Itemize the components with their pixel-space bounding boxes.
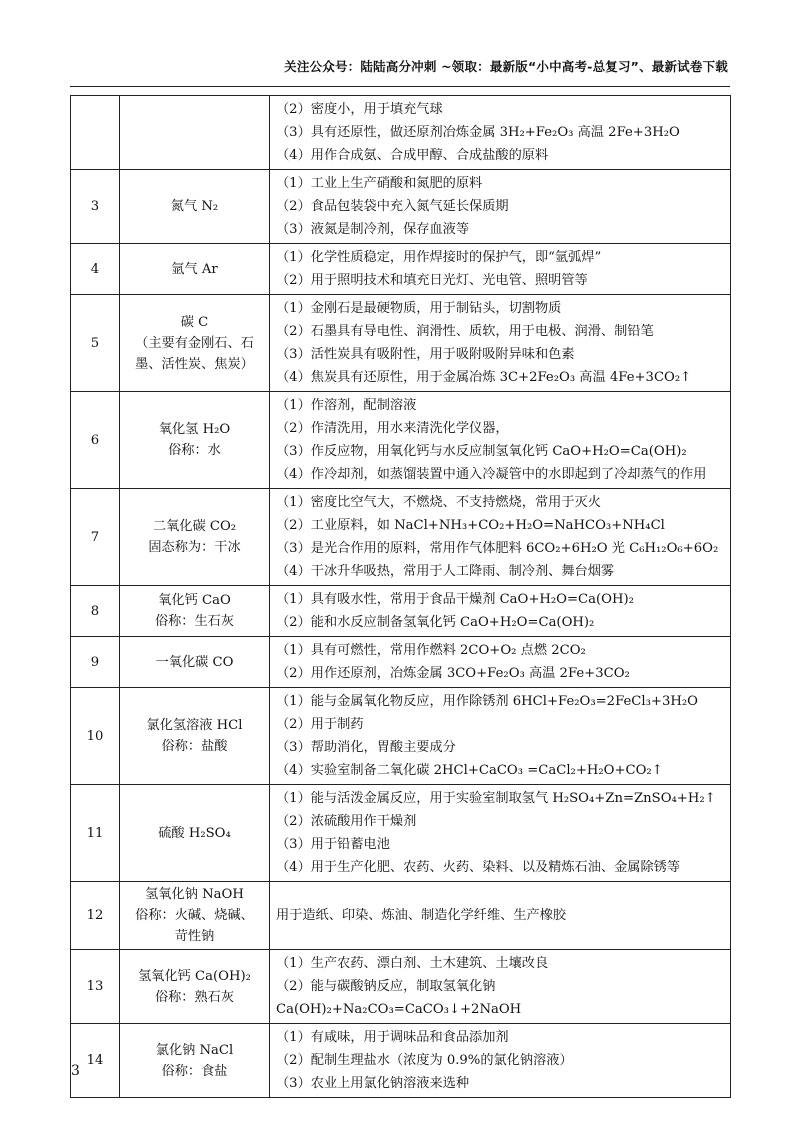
page-number: 3 <box>71 1063 80 1079</box>
usage-line: （2）能与碳酸钠反应，制取氢氧化钠 Ca(OH)₂+Na₂CO₃=CaCO₃↓+2NaOH <box>276 979 522 1017</box>
usage-cell <box>270 244 731 295</box>
row-number: 6 <box>71 392 120 489</box>
usage-line: （2）食品包装袋中充入氮气延长保质期 <box>276 199 509 214</box>
substance-name-cell <box>120 882 270 950</box>
usage-line: （1）生产农药、漂白剂、土木建筑、土壤改良 <box>276 956 549 971</box>
usage-cell <box>270 295 731 392</box>
usage-cell <box>270 392 731 489</box>
row-number <box>71 96 120 170</box>
usage-line: （3）具有还原性，做还原剂冶炼金属 3H₂+Fe₂O₃ 高温 2Fe+3H₂O <box>276 125 680 140</box>
row-number: 3 <box>71 170 120 244</box>
usage-line: （2）用于照明技术和填充日光灯、光电管、照明管等 <box>276 273 588 288</box>
substance-name-cell <box>120 392 270 489</box>
usage-cell <box>270 489 731 586</box>
substance-name-cell <box>120 637 270 688</box>
substance-name-line: 氯化钠 NaCl <box>155 1042 234 1058</box>
usage-line: （1）具有可燃性，常用作燃料 2CO+O₂ 点燃 2CO₂ <box>276 643 586 658</box>
usage-cell <box>270 950 731 1024</box>
usage-cell <box>270 170 731 244</box>
usage-line: （2）工业原料，如 NaCl+NH₃+CO₂+H₂O=NaHCO₃+NH₄Cl <box>276 518 665 533</box>
substance-name-cell <box>120 950 270 1024</box>
substance-name-cell <box>120 489 270 586</box>
usage-line: （1）具有吸水性，常用于食品干燥剂 CaO+H₂O=Ca(OH)₂ <box>276 592 634 607</box>
usage-line: （3）液氮是制冷剂，保存血液等 <box>276 222 470 237</box>
substance-name-line: 氢氧化钙 Ca(OH)₂ <box>138 968 251 984</box>
table-row <box>71 392 731 489</box>
usage-cell <box>270 688 731 785</box>
usage-line: （1）密度比空气大，不燃烧、不支持燃烧，常用于灭火 <box>276 495 601 510</box>
usage-line: （3）作反应物，用氧化钙与水反应制氢氧化钙 CaO+H₂O=Ca(OH)₂ <box>276 444 687 459</box>
table-row <box>71 96 731 170</box>
usage-line: （2）浓硫酸用作干燥剂 <box>276 814 417 829</box>
header-rule <box>70 86 730 87</box>
usage-line: （1）能与活泼金属反应，用于实验室制取氢气 H₂SO₄+Zn=ZnSO₄+H₂↑ <box>276 791 716 806</box>
usage-line: （3）帮助消化，胃酸主要成分 <box>276 740 456 755</box>
usage-cell <box>270 586 731 637</box>
row-number: 9 <box>71 637 120 688</box>
substance-name-line: 俗称：水 <box>168 443 221 458</box>
usage-line: （4）焦炭具有还原性，用于金属冶炼 3C+2Fe₂O₃ 高温 4Fe+3CO₂↑ <box>276 370 692 385</box>
substance-name-line: 俗称：熟石灰 <box>154 989 235 1005</box>
substance-name-line: 碳 C <box>180 314 209 330</box>
table-row <box>71 950 731 1024</box>
usage-line: （1）化学性质稳定，用作焊接时的保护气，即“氩弧焊” <box>276 250 602 265</box>
usage-line: （2）作清洗用，用水来清洗化学仪器， <box>276 421 509 436</box>
usage-line: （1）作溶剂，配制溶液 <box>276 398 417 413</box>
usage-line: （2）石墨具有导电性、润滑性、质软，用于电极、润滑、制铅笔 <box>276 324 654 339</box>
substance-name-line: 氧化氢 H₂O <box>158 422 231 437</box>
substance-name-line: 俗称：盐酸 <box>161 739 228 754</box>
substance-name-line: 俗称：食盐 <box>161 1063 228 1079</box>
usage-line: （4）干冰升华吸热，常用于人工降雨、制冷剂、舞台烟雾 <box>276 564 615 579</box>
usage-line: （3）用于铅蓄电池 <box>276 837 390 852</box>
table-row <box>71 295 731 392</box>
usage-line: （4）作冷却剂，如蒸馏装置中通入冷凝管中的水即起到了冷却蒸气的作用 <box>276 467 707 482</box>
table-row <box>71 882 731 950</box>
substance-name-line: 固态称为：干冰 <box>148 540 241 555</box>
usage-line: （3）农业上用氯化钠溶液来选种 <box>276 1076 470 1091</box>
usage-cell <box>270 785 731 882</box>
usage-line: （1）金刚石是最硬物质，用于制钻头，切割物质 <box>276 301 562 316</box>
substance-name-cell <box>120 688 270 785</box>
substance-name-cell <box>120 785 270 882</box>
substance-name-line: 氯化氢溶液 HCl <box>146 718 243 733</box>
usage-cell <box>270 1024 731 1098</box>
usage-line: （2）密度小，用于填充气球 <box>276 102 443 117</box>
substance-name-line: 一氧化碳 CO <box>155 654 234 670</box>
usage-line: （4）用作合成氨、合成甲醇、合成盐酸的原料 <box>276 148 549 163</box>
table-row <box>71 586 731 637</box>
substance-name-line: （主要有金刚石、石 <box>135 335 254 351</box>
substance-name-line: 氧化钙 CaO <box>158 593 231 608</box>
substance-name-line: 俗称：火碱、烧碱、 <box>135 908 254 923</box>
usage-line: （3）活性炭具有吸附性，用于吸附吸附异味和色素 <box>276 347 575 362</box>
usage-line: （2）能和水反应制备氢氧化钙 CaO+H₂O=Ca(OH)₂ <box>276 615 595 630</box>
usage-line: （2）用于制药 <box>276 717 364 732</box>
usage-line: （1）能与金属氧化物反应，用作除锈剂 6HCl+Fe₂O₃=2FeCl₃+3H₂O <box>276 694 698 709</box>
usage-cell <box>270 96 731 170</box>
substance-name-line: 墨、活性炭、焦炭） <box>135 356 254 372</box>
substance-name-cell <box>120 96 270 170</box>
substance-name-cell <box>120 170 270 244</box>
substance-name-line: 硫酸 H₂SO₄ <box>158 825 231 841</box>
usage-line: （3）是光合作用的原料，常用作气体肥料 6CO₂+6H₂O 光 C₆H₁₂O₆+6O₂ <box>276 541 719 556</box>
usage-cell <box>270 882 731 950</box>
table-row <box>71 489 731 586</box>
substance-name-line: 氮气 N₂ <box>170 199 219 214</box>
table-row <box>71 637 731 688</box>
table-row <box>71 1024 731 1098</box>
row-number: 10 <box>71 688 120 785</box>
substance-name-cell <box>120 295 270 392</box>
substance-usage-table <box>70 95 731 1098</box>
row-number: 7 <box>71 489 120 586</box>
usage-line: （1）有咸味，用于调味品和食品添加剂 <box>276 1030 509 1045</box>
usage-line: （2）用作还原剂，冶炼金属 3CO+Fe₂O₃ 高温 2Fe+3CO₂ <box>276 666 630 681</box>
substance-name-cell <box>120 586 270 637</box>
usage-line: （1）工业上生产硝酸和氮肥的原料 <box>276 176 483 191</box>
usage-line: （2）配制生理盐水（浓度为 0.9%的氯化钠溶液） <box>276 1053 573 1068</box>
substance-name-line: 氢氧化钠 NaOH <box>145 887 244 902</box>
row-number: 5 <box>71 295 120 392</box>
row-number: 13 <box>71 950 120 1024</box>
table-row <box>71 688 731 785</box>
row-number: 4 <box>71 244 120 295</box>
substance-name-cell <box>120 1024 270 1098</box>
substance-name-line: 二氧化碳 CO₂ <box>152 519 237 534</box>
usage-cell <box>270 637 731 688</box>
usage-line: 用于造纸、印染、炼油、制造化学纤维、生产橡胶 <box>276 908 567 923</box>
usage-line: （4）实验室制备二氧化碳 2HCl+CaCO₃ =CaCl₂+H₂O+CO₂↑ <box>276 763 663 778</box>
row-number: 12 <box>71 882 120 950</box>
row-number: 14 <box>71 1024 120 1098</box>
table-row <box>71 170 731 244</box>
table-row <box>71 244 731 295</box>
row-number: 11 <box>71 785 120 882</box>
table-body <box>71 96 731 1098</box>
substance-name-line: 苛性钠 <box>174 929 215 944</box>
page-header: 关注公众号：陆陆高分冲刺 ~领取：最新版“小中高考-总复习”、最新试卷下载 <box>284 59 728 74</box>
row-number: 8 <box>71 586 120 637</box>
substance-name-cell <box>120 244 270 295</box>
usage-line: （4）用于生产化肥、农药、火药、染料、以及精炼石油、金属除锈等 <box>276 860 681 875</box>
substance-name-line: 氩气 Ar <box>171 261 218 277</box>
table-row <box>71 785 731 882</box>
substance-name-line: 俗称：生石灰 <box>154 614 235 629</box>
